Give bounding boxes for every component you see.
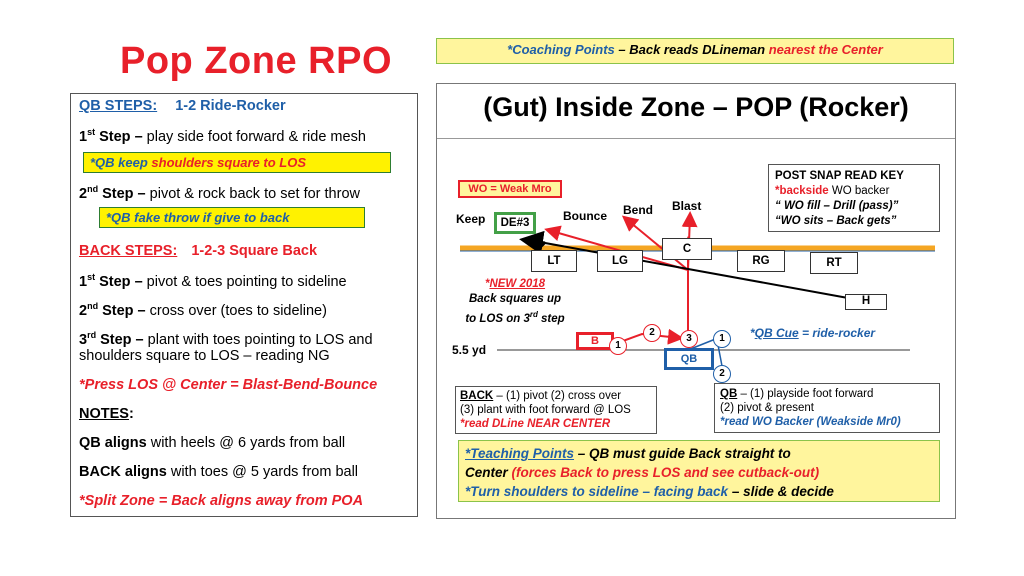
- read-key-title: POST SNAP READ KEY: [775, 170, 904, 182]
- step-suffix: nd: [87, 301, 99, 311]
- note-sup: rd: [529, 310, 538, 319]
- back-instructions-box: [455, 386, 657, 434]
- cue-text: = ride-rocker: [798, 326, 876, 340]
- align-text: with heels @ 6 yards from ball: [146, 435, 346, 451]
- back-step-2-marker: 2: [643, 324, 661, 342]
- new-2018-note: [456, 277, 574, 327]
- press-los-note: *Press LOS @ Center = Blast-Bend-Bounce: [79, 377, 378, 393]
- step-number: 2: [79, 185, 88, 202]
- read-key-fill: “ WO fill – Drill (pass)”: [775, 200, 899, 212]
- zone-title: (Gut) Inside Zone – POP (Rocker): [483, 92, 909, 122]
- step-suffix: nd: [87, 184, 99, 194]
- note-year: NEW 2018: [489, 278, 546, 290]
- keep-label: Keep: [456, 212, 486, 226]
- qb-box-text: – (1) playside foot forward: [737, 388, 874, 400]
- step-suffix: st: [87, 127, 96, 137]
- cue-label: QB Cue: [754, 326, 799, 340]
- cue-star: *: [750, 326, 755, 340]
- step-label: Step –: [95, 128, 143, 145]
- back-step-3-marker: 3: [680, 330, 698, 348]
- qb-box-label: QB: [720, 388, 738, 400]
- step-number: 1: [79, 273, 88, 290]
- teaching-text: – slide & decide: [728, 484, 834, 499]
- right-tackle: RT: [810, 252, 858, 274]
- coaching-emphasis: nearest the Center: [768, 42, 883, 57]
- callout-text: *QB keep: [90, 155, 152, 170]
- step-text: play side foot forward & ride mesh: [142, 128, 366, 145]
- teaching-label: *Teaching Points: [465, 446, 575, 461]
- de3-defender: DE#3: [494, 212, 536, 234]
- step-label: Step –: [98, 185, 146, 202]
- center-lineman: C: [662, 238, 712, 260]
- qb-cue: [750, 326, 875, 340]
- back-step-3-cont: shoulders square to LOS – reading NG: [79, 348, 330, 364]
- wo-weak-badge: [458, 180, 562, 198]
- h-back: H: [845, 294, 887, 310]
- read-key-sits: “WO sits – Back gets”: [775, 215, 897, 227]
- coaching-text: – Back reads DLineman: [614, 42, 769, 57]
- align-label: BACK aligns: [79, 464, 167, 480]
- back-box-label: BACK: [460, 390, 494, 402]
- teaching-points-box: [458, 440, 940, 502]
- teaching-emphasis: *Turn shoulders to sideline – facing back: [465, 484, 729, 499]
- step-label: Step –: [98, 302, 146, 319]
- notes-label: NOTES: [79, 406, 129, 422]
- align-label: QB aligns: [79, 435, 147, 451]
- qb-steps-value: 1-2 Ride-Rocker: [175, 98, 286, 114]
- step-text: pivot & toes pointing to sideline: [142, 273, 347, 290]
- notes-colon: :: [128, 406, 134, 422]
- read-key-box: [768, 164, 940, 232]
- back-box-text: – (1) pivot (2) cross over: [493, 390, 622, 402]
- step-suffix: rd: [87, 330, 97, 340]
- qb-box-text: (2) pivot & present: [720, 402, 814, 414]
- qb-box-read: *read WO Backer (Weakside Mr0): [720, 416, 901, 428]
- qb-instructions-box: [714, 383, 940, 433]
- step-text: pivot & rock back to set for throw: [145, 185, 360, 202]
- back-steps-label: BACK STEPS:: [79, 243, 178, 259]
- teaching-emphasis: (forces Back to press LOS and see cutback-out): [511, 465, 820, 480]
- step-number: 3: [79, 331, 88, 348]
- step-number: 2: [79, 302, 88, 319]
- read-key-side: *backside: [775, 185, 829, 197]
- coaching-label: *Coaching Points: [507, 42, 615, 57]
- step-suffix: st: [87, 272, 96, 282]
- blast-label: Blast: [672, 199, 702, 213]
- right-guard: RG: [737, 250, 785, 272]
- callout-emphasis: shoulders square to LOS: [151, 155, 307, 170]
- split-zone-note: *Split Zone = Back aligns away from POA: [79, 493, 364, 509]
- page-title: Pop Zone RPO: [120, 40, 392, 82]
- read-key-backer: WO backer: [828, 185, 890, 197]
- yard-label: 5.5 yd: [452, 343, 487, 357]
- qb-step-2-marker: 2: [713, 365, 731, 383]
- note-star: *: [484, 278, 490, 290]
- step-text: plant with toes pointing to LOS and: [143, 331, 373, 348]
- qb-step-1-marker: 1: [713, 330, 731, 348]
- step-text: cross over (toes to sideline): [145, 302, 327, 319]
- back-box-text: (3) plant with foot forward @ LOS: [460, 404, 631, 416]
- bounce-label: Bounce: [563, 209, 608, 223]
- left-guard: LG: [597, 250, 643, 272]
- teaching-text: – QB must guide Back straight to: [574, 446, 791, 461]
- qb-fake-callout: *QB fake throw if give to back: [99, 207, 365, 228]
- teaching-text: Center: [465, 465, 512, 480]
- note-line: Back squares up: [468, 293, 562, 305]
- step-label: Step –: [96, 331, 144, 348]
- back-steps-value: 1-2-3 Square Back: [191, 243, 318, 259]
- step-number: 1: [79, 128, 88, 145]
- qb-steps-label: QB STEPS:: [79, 98, 158, 114]
- align-text: with toes @ 5 yards from ball: [166, 464, 359, 480]
- note-line: step: [537, 312, 565, 325]
- note-line: to LOS on 3: [465, 312, 530, 325]
- wo-weak-label: WO = Weak Mro: [460, 182, 560, 196]
- step-label: Step –: [95, 273, 143, 290]
- left-tackle: LT: [531, 250, 577, 272]
- back-box-read: *read DLine NEAR CENTER: [460, 418, 611, 430]
- quarterback: QB: [664, 348, 714, 370]
- bend-label: Bend: [623, 203, 653, 217]
- back-step-1-marker: 1: [609, 337, 627, 355]
- running-back: B: [576, 332, 614, 350]
